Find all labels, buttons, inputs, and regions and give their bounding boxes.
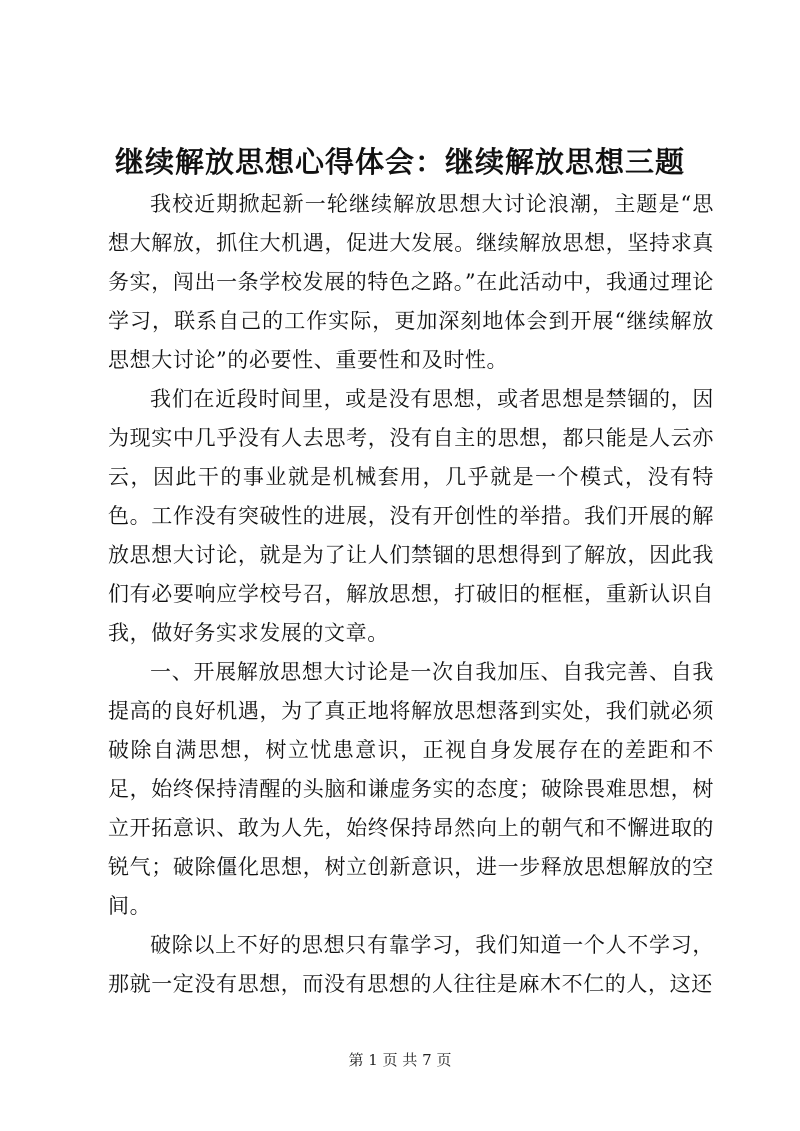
paragraph-2: 我们在近段时间里，或是没有思想，或者思想是禁锢的，因为现实中几乎没有人去思考，没有自主的思想，都只能是人云亦云，因此干的事业就是机械套用，几乎就是一个模式，没有特色。工作没有突破性的进展，没有开创性的举措。我们开展的解放思想大讨论，就是为了让人们禁锢的思想得到了解放，因此我们有必要响应学校号召，解放思想，打破旧的框框，重新认识自我，做好务实求发展的文章。: [108, 387, 714, 645]
document-body: [108, 185, 714, 1004]
document-title: 继续解放思想心得体会：继续解放思想三题: [114, 145, 685, 179]
paragraph-3: 一、开展解放思想大讨论是一次自我加压、自我完善、自我提高的良好机遇，为了真正地将解放思想落到实处，我们就必须破除自满思想，树立忧患意识，正视自身发展存在的差距和不足，始终保持清醒的头脑和谦虚务实的态度；破除畏难思想，树立开拓意识、敢为人先，始终保持昂然向上的朝气和不懈进取的锐气；破除僵化思想，树立创新意识，进一步释放思想解放的空间。: [108, 660, 714, 918]
page-number-footer: 第 1 页 共 7 页: [348, 1051, 452, 1069]
paragraph-4: 破除以上不好的思想只有靠学习，我们知道一个人不学习，那就一定没有思想，而没有思想的人往往是麻木不仁的人，这还: [108, 933, 714, 996]
paragraph-1: 我校近期掀起新一轮继续解放思想大讨论浪潮，主题是“思想大解放，抓住大机遇，促进大发展。继续解放思想，坚持求真务实，闯出一条学校发展的特色之路。”在此活动中，我通过理论学习，联系自己的工作实际，更加深刻地体会到开展“继续解放思想大讨论”的必要性、重要性和及时性。: [108, 192, 714, 372]
